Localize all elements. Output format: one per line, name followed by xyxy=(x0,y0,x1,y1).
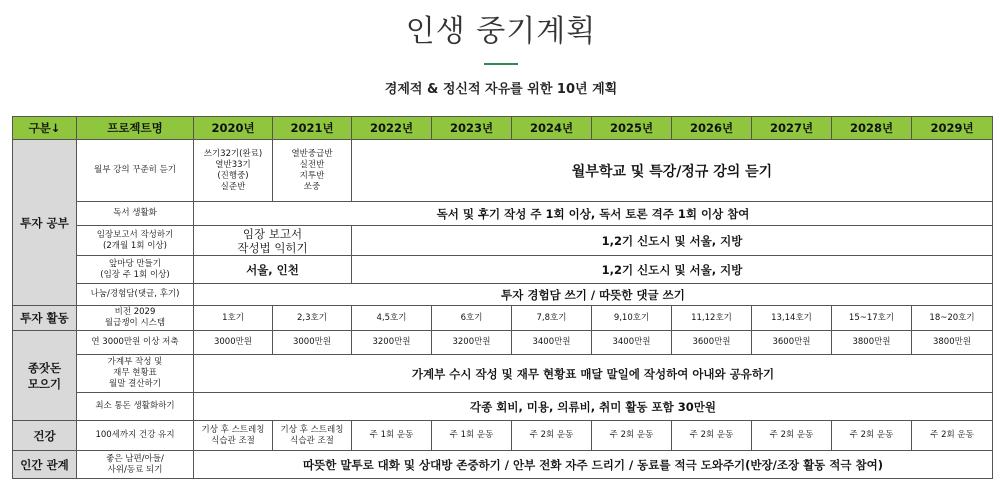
project-name: 비전 2029 월급쟁이 시스템 xyxy=(77,306,194,331)
year-cell: 18~20호기 xyxy=(912,306,993,331)
year-cell: 임장 보고서 작성법 익히기 xyxy=(194,226,352,256)
year-cell: 4,5호기 xyxy=(352,306,432,331)
title-divider xyxy=(484,63,518,65)
table-row xyxy=(13,451,993,479)
year-cell: 3200만원 xyxy=(352,331,432,355)
plan-span: 각종 회비, 미용, 의류비, 취미 활동 포함 30만원 xyxy=(194,393,993,421)
year-cell: 주 2회 운동 xyxy=(512,421,592,451)
project-name: 가계부 작성 및 재무 현황표 월말 결산하기 xyxy=(77,355,194,393)
year-cell: 주 1회 운동 xyxy=(432,421,512,451)
year-cell: 열반중급반 실전반 지투반 쏘중 xyxy=(273,140,352,202)
table-row xyxy=(13,355,993,393)
table-row xyxy=(13,256,993,284)
year-cell: 3800만원 xyxy=(912,331,993,355)
project-name: 임장보고서 작성하기 (2개월 1회 이상) xyxy=(77,226,194,256)
year-cell: 2,3호기 xyxy=(273,306,352,331)
plan-span: 1,2기 신도시 및 서울, 지방 xyxy=(352,226,993,256)
header-year: 2029년 xyxy=(912,117,993,140)
category-invest-study: 투자 공부 xyxy=(13,140,77,306)
year-cell: 1호기 xyxy=(194,306,273,331)
year-cell: 3800만원 xyxy=(832,331,912,355)
category-health: 건강 xyxy=(13,421,77,451)
project-name: 나눔/경험담(댓글, 후기) xyxy=(77,284,194,306)
table-row xyxy=(13,226,993,256)
year-cell: 3000만원 xyxy=(273,331,352,355)
header-year: 2028년 xyxy=(832,117,912,140)
year-cell: 주 2회 운동 xyxy=(672,421,752,451)
year-cell: 3200만원 xyxy=(432,331,512,355)
header-year: 2020년 xyxy=(194,117,273,140)
year-cell: 13,14호기 xyxy=(752,306,832,331)
project-name: 최소 통돈 생활화하기 xyxy=(77,393,194,421)
header-year: 2026년 xyxy=(672,117,752,140)
header-year: 2027년 xyxy=(752,117,832,140)
project-name: 독서 생활화 xyxy=(77,202,194,226)
year-cell: 15~17호기 xyxy=(832,306,912,331)
category-seed-money: 종잣돈 모으기 xyxy=(13,331,77,421)
project-name: 월부 강의 꾸준히 듣기 xyxy=(77,140,194,202)
project-name: 100세까지 건강 유지 xyxy=(77,421,194,451)
table-row xyxy=(13,284,993,306)
header-year: 2021년 xyxy=(273,117,352,140)
category-invest-activity: 투자 활동 xyxy=(13,306,77,331)
header-project: 프로젝트명 xyxy=(77,117,194,140)
table-row xyxy=(13,331,993,355)
table-row xyxy=(13,393,993,421)
year-cell: 6호기 xyxy=(432,306,512,331)
year-cell: 기상 후 스트레칭 식습관 조절 xyxy=(194,421,273,451)
table-row xyxy=(13,202,993,226)
year-cell: 주 1회 운동 xyxy=(352,421,432,451)
year-cell: 주 2회 운동 xyxy=(592,421,672,451)
header-year: 2025년 xyxy=(592,117,672,140)
page-title: 인생 중기계획 xyxy=(405,14,597,49)
page-subtitle: 경제적 & 정신적 자유를 위한 10년 계획 xyxy=(384,82,618,97)
year-cell: 서울, 인천 xyxy=(194,256,352,284)
year-cell: 주 2회 운동 xyxy=(912,421,993,451)
year-cell: 7,8호기 xyxy=(512,306,592,331)
plan-span: 1,2기 신도시 및 서울, 지방 xyxy=(352,256,993,284)
year-cell: 3000만원 xyxy=(194,331,273,355)
header-year: 2023년 xyxy=(432,117,512,140)
year-cell: 3400만원 xyxy=(592,331,672,355)
header-category: 구분↓ xyxy=(13,117,77,140)
year-cell: 3600만원 xyxy=(752,331,832,355)
plan-table xyxy=(12,116,993,479)
plan-span: 월부학교 및 특강/정규 강의 듣기 xyxy=(352,140,993,202)
project-name: 앞마당 만들기 (임장 주 1회 이상) xyxy=(77,256,194,284)
plan-span: 따뜻한 말투로 대화 및 상대방 존중하기 / 안부 전화 자주 드리기 / 동료를 적극 도와주기(반장/조장 활동 적극 참여) xyxy=(194,451,993,479)
plan-span: 가계부 수시 작성 및 재무 현황표 매달 말일에 작성하여 아내와 공유하기 xyxy=(194,355,993,393)
year-cell: 쓰기32기(완료) 열반33기 (진행중) 실준반 xyxy=(194,140,273,202)
year-cell: 3400만원 xyxy=(512,331,592,355)
plan-span: 투자 경험담 쓰기 / 따뜻한 댓글 쓰기 xyxy=(194,284,993,306)
table-row xyxy=(13,140,993,202)
year-cell: 주 2회 운동 xyxy=(832,421,912,451)
header-year: 2022년 xyxy=(352,117,432,140)
table-row xyxy=(13,306,993,331)
header-year: 2024년 xyxy=(512,117,592,140)
header-row xyxy=(13,117,993,140)
year-cell: 11,12호기 xyxy=(672,306,752,331)
year-cell: 주 2회 운동 xyxy=(752,421,832,451)
year-cell: 9,10호기 xyxy=(592,306,672,331)
project-name: 좋은 남편/아들/ 사위/동료 되기 xyxy=(77,451,194,479)
table-row xyxy=(13,421,993,451)
year-cell: 기상 후 스트레칭 식습관 조절 xyxy=(273,421,352,451)
year-cell: 3600만원 xyxy=(672,331,752,355)
project-name: 연 3000만원 이상 저축 xyxy=(77,331,194,355)
plan-span: 독서 및 후기 작성 주 1회 이상, 독서 토론 격주 1회 이상 참여 xyxy=(194,202,993,226)
category-relations: 인간 관계 xyxy=(13,451,77,479)
